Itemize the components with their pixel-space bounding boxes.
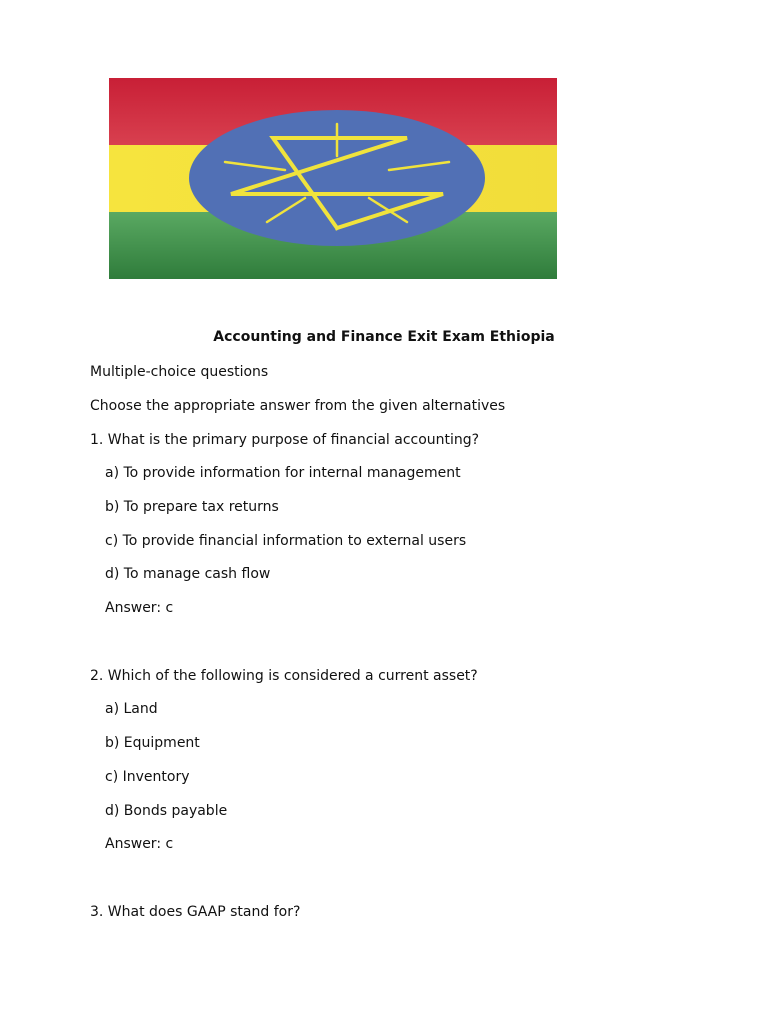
question-2-option-c: c) Inventory — [105, 769, 190, 785]
question-1-option-b: b) To prepare tax returns — [105, 499, 279, 515]
question-1: 1. What is the primary purpose of financial accounting? — [90, 432, 480, 448]
ethiopia-flag-image — [109, 78, 557, 279]
question-1-answer: Answer: c — [105, 600, 174, 616]
ethiopian-star-emblem-icon — [189, 110, 485, 246]
question-3: 3. What does GAAP stand for? — [90, 904, 301, 920]
subtitle: Multiple-choice questions — [90, 364, 269, 380]
question-1-option-c: c) To provide financial information to external users — [105, 533, 467, 549]
question-1-option-a: a) To provide information for internal management — [105, 465, 461, 481]
question-2-answer: Answer: c — [105, 836, 174, 852]
page-title: Accounting and Finance Exit Exam Ethiopia — [213, 329, 555, 345]
question-2-option-a: a) Land — [105, 701, 158, 717]
question-1-option-d: d) To manage cash flow — [105, 566, 271, 582]
question-2: 2. Which of the following is considered a current asset? — [90, 668, 478, 684]
question-2-option-b: b) Equipment — [105, 735, 200, 751]
instructions: Choose the appropriate answer from the given alternatives — [90, 398, 506, 414]
question-2-option-d: d) Bonds payable — [105, 803, 228, 819]
